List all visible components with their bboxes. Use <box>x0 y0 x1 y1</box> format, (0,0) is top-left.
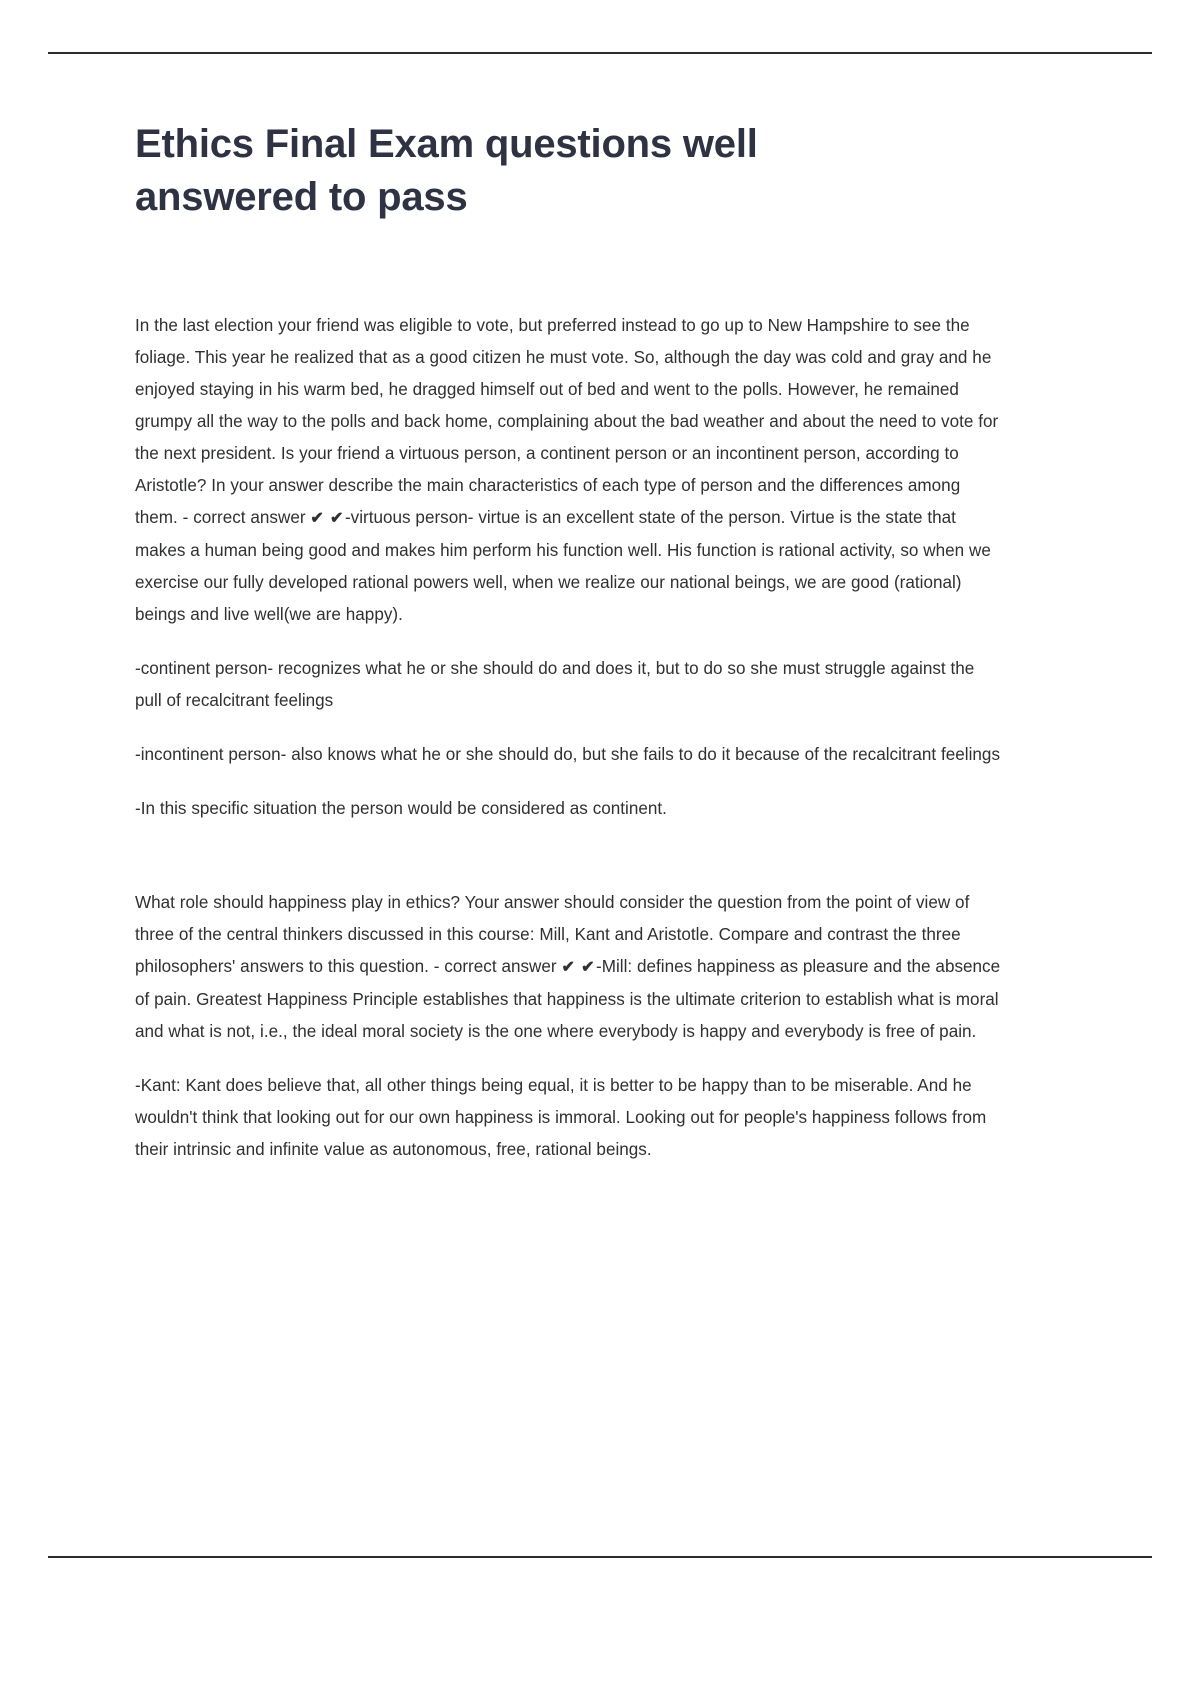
paragraph-text: What role should happiness play in ethics? Your answer should consider the question from the point of view of three of the central thinkers discussed in this course: Mill, Kant and Aristotle. Compare and contrast the three philosophers' answers to this question. - correct answer <box>135 893 970 976</box>
paragraph <box>135 653 1005 717</box>
block-separator <box>135 825 1005 887</box>
double-checkmark-icon: ✔ ✔ <box>561 959 596 976</box>
paragraph-text: -In this specific situation the person would be considered as continent. <box>135 799 667 818</box>
page-top-rule <box>48 52 1152 54</box>
paragraph <box>135 887 1005 1048</box>
question-block-1 <box>135 310 1005 825</box>
paragraph-text: -Mill: defines happiness as pleasure and the absence of pain. Greatest Happiness Principle establishes that happiness is the ultimate criterion to establish what is moral and what is not, i.e., the ideal moral society is the one where everybody is happy and everybody is free of pain. <box>135 957 1001 1041</box>
paragraph-text: -incontinent person- also knows what he or she should do, but she fails to do it because of the recalcitrant feelings <box>135 745 1001 764</box>
question-block-2 <box>135 887 1005 1166</box>
page-title: Ethics Final Exam questions well answered to pass <box>135 122 758 219</box>
paragraph <box>135 739 1005 771</box>
document-content <box>135 118 1005 1166</box>
paragraph-text: In the last election your friend was eligible to vote, but preferred instead to go up to New Hampshire to see the foliage. This year he realized that as a good citizen he must vote. So, although the day was cold and gray and he enjoyed staying in his warm bed, he dragged himself out of bed and went to the polls. However, he remained grumpy all the way to the polls and back home, complaining about the bad weather and about the need to vote for the next president. Is your friend a virtuous person, a continent person or an incontinent person, according to Aristotle? In your answer describe the main characteristics of each type of person and the differences among them. - correct answer <box>135 316 999 527</box>
paragraph <box>135 310 1005 631</box>
paragraph <box>135 793 1005 825</box>
paragraph-text: -Kant: Kant does believe that, all other things being equal, it is better to be happy than to be miserable. And he wouldn't think that looking out for our own happiness is immoral. Looking out for people's happiness follows from their intrinsic and infinite value as autonomous, free, rational beings. <box>135 1076 987 1159</box>
page-bottom-rule <box>48 1556 1152 1558</box>
document-body <box>135 310 1005 1166</box>
double-checkmark-icon: ✔ ✔ <box>310 510 345 527</box>
paragraph-text: -continent person- recognizes what he or she should do and does it, but to do so she must struggle against the pull of recalcitrant feelings <box>135 659 975 710</box>
paragraph-text: -virtuous person- virtue is an excellent state of the person. Virtue is the state that makes a human being good and makes him perform his function well. His function is rational activity, so when we exercise our fully developed rational powers well, when we realize our national beings, we are good (rational) beings and live well(we are happy). <box>135 508 991 624</box>
paragraph <box>135 1070 1005 1166</box>
